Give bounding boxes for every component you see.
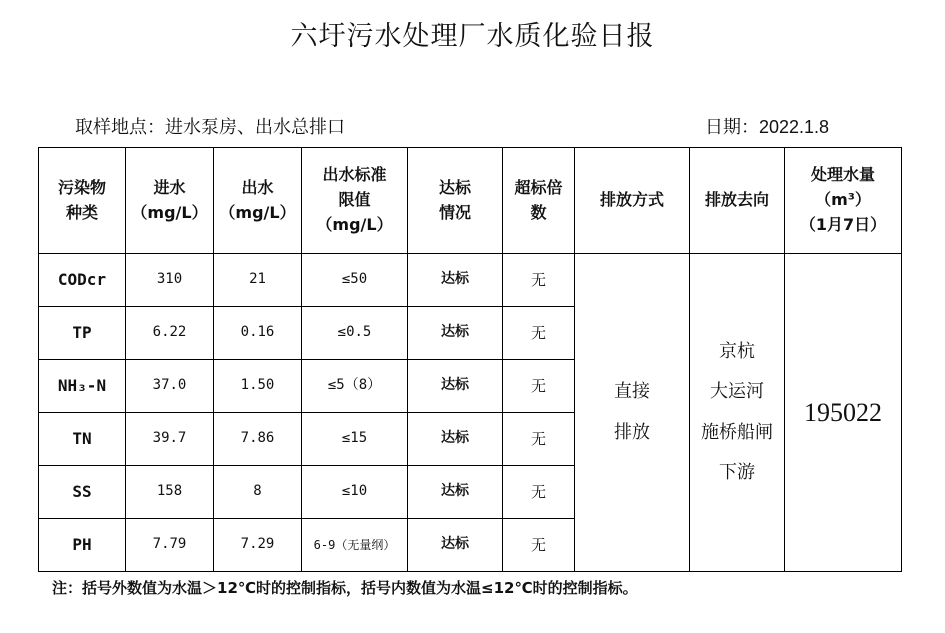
exceed-cell: 无 [503, 518, 575, 571]
header-discharge-direction: 排放去向 [690, 148, 785, 254]
compliance-cell: 达标 [408, 465, 503, 518]
header-limit: 出水标准 限值 （mg/L） [302, 148, 408, 254]
report-date: 日期：2022.1.8 [705, 117, 830, 137]
header-outflow: 出水 （mg/L） [214, 148, 302, 254]
pollutant-cell: CODcr [39, 254, 126, 307]
outflow-cell: 0.16 [214, 306, 302, 359]
discharge-direction-cell: 京杭 大运河 施桥船闸 下游 [690, 254, 785, 572]
limit-cell: 6-9（无量纲） [302, 518, 408, 571]
sampling-location: 取样地点：进水泵房、出水总排口 [75, 117, 345, 138]
limit-cell: ≤15 [302, 412, 408, 465]
header-pollutant: 污染物 种类 [39, 148, 126, 254]
report-title: 六圩污水处理厂水质化验日报 [290, 21, 655, 52]
outflow-cell: 21 [214, 254, 302, 307]
outflow-cell: 1.50 [214, 359, 302, 412]
exceed-cell: 无 [503, 465, 575, 518]
compliance-cell: 达标 [408, 359, 503, 412]
pollutant-cell: NH₃-N [39, 359, 126, 412]
pollutant-cell: SS [39, 465, 126, 518]
inflow-cell: 37.0 [126, 359, 214, 412]
water-quality-table [38, 147, 902, 572]
limit-cell: ≤0.5 [302, 306, 408, 359]
pollutant-cell: TN [39, 412, 126, 465]
table-row [39, 254, 902, 307]
header-inflow: 进水 （mg/L） [126, 148, 214, 254]
inflow-cell: 6.22 [126, 306, 214, 359]
exceed-cell: 无 [503, 306, 575, 359]
footnote: 注：括号外数值为水温＞12℃时的控制指标，括号内数值为水温≤12℃时的控制指标。 [52, 579, 638, 597]
header-row [39, 148, 902, 254]
pollutant-cell: TP [39, 306, 126, 359]
compliance-cell: 达标 [408, 518, 503, 571]
inflow-cell: 310 [126, 254, 214, 307]
exceed-cell: 无 [503, 412, 575, 465]
outflow-cell: 7.29 [214, 518, 302, 571]
discharge-method-cell: 直接 排放 [575, 254, 690, 572]
inflow-cell: 7.79 [126, 518, 214, 571]
limit-cell: ≤5（8） [302, 359, 408, 412]
compliance-cell: 达标 [408, 254, 503, 307]
compliance-cell: 达标 [408, 412, 503, 465]
inflow-cell: 158 [126, 465, 214, 518]
pollutant-cell: PH [39, 518, 126, 571]
limit-cell: ≤50 [302, 254, 408, 307]
exceed-cell: 无 [503, 359, 575, 412]
inflow-cell: 39.7 [126, 412, 214, 465]
header-volume: 处理水量 （m³） （1月7日） [785, 148, 902, 254]
outflow-cell: 8 [214, 465, 302, 518]
limit-cell: ≤10 [302, 465, 408, 518]
compliance-cell: 达标 [408, 306, 503, 359]
treated-volume-cell: 195022 [785, 254, 902, 572]
outflow-cell: 7.86 [214, 412, 302, 465]
exceed-cell: 无 [503, 254, 575, 307]
header-exceed: 超标倍 数 [503, 148, 575, 254]
header-discharge-method: 排放方式 [575, 148, 690, 254]
header-compliance: 达标 情况 [408, 148, 503, 254]
